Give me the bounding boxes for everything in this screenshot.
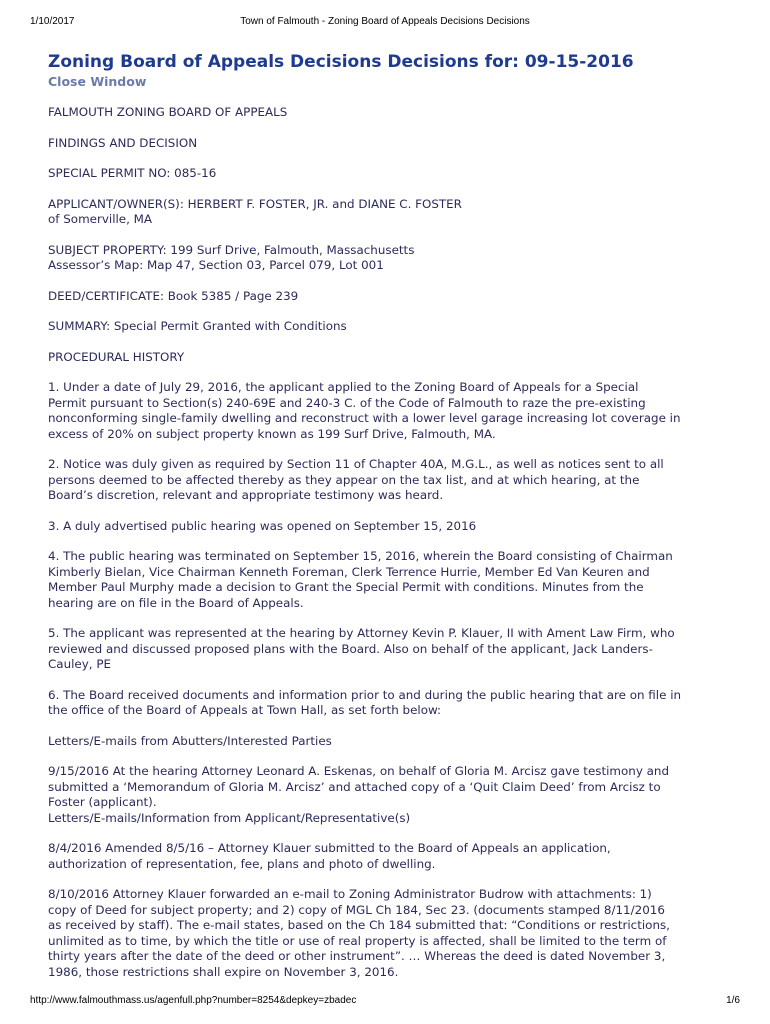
- paragraph-item-2: 2. Notice was duly given as required by Section 11 of Chapter 40A, M.G.L., as well as notices sent to all persons deemed to be affected thereby as they appear on the tax list, and at which hearing, at the Board’s discretion, relevant and appropriate testimony was heard.: [48, 457, 664, 502]
- paragraph-findings-title: FINDINGS AND DECISION: [48, 135, 198, 150]
- paragraph-letters-heading: Letters/E-mails from Abutters/Interested Parties: [48, 733, 332, 748]
- paragraph-applicant: APPLICANT/OWNER(S): HERBERT F. FOSTER, JR. and DIANE C. FOSTER of Somerville, MA: [48, 196, 462, 226]
- print-header: [30, 16, 740, 30]
- print-url: http://www.falmouthmass.us/agenfull.php?number=8254&depkey=zbadec: [30, 995, 357, 1006]
- print-page-title: Town of Falmouth - Zoning Board of Appeals Decisions Decisions: [240, 16, 530, 27]
- paragraph-entry-0915: 9/15/2016 At the hearing Attorney Leonard A. Eskenas, on behalf of Gloria M. Arcisz gave testimony and submitted a ‘Memorandum of Gloria M. Arcisz’ and attached copy of a ‘Quit Claim Deed’ from Arcisz to Foster (applicant). Letters/E-mails/Information from Applicant/Representative(s): [48, 764, 670, 825]
- paragraph-item-5: 5. The applicant was represented at the hearing by Attorney Kevin P. Klauer, II with Ament Law Firm, who reviewed and discussed proposed plans with the Board. Also on behalf of the applicant, Jack Landers- Cauley, PE: [48, 626, 675, 671]
- paragraph-subject-property: SUBJECT PROPERTY: 199 Surf Drive, Falmouth, Massachusetts Assessor’s Map: Map 47, Section 03, Parcel 079, Lot 001: [48, 242, 415, 272]
- paragraph-entry-0810: 8/10/2016 Attorney Klauer forwarded an e-mail to Zoning Administrator Budrow with attachments: 1) copy of Deed for subject property; and 2) copy of MGL Ch 184, Sec 23. (documents stamped 8/11/2016 as received by staff). The e-mail states, based on the Ch 184 submitted that: “Conditions or restrictions, unlimited as to time, by which the title or use of real property is affected, shall be limited to the term of thirty years after the date of the deed or other instrument”. … Whereas the deed is dated November 3, 1986, those restrictions shall expire on November 3, 2016.: [48, 887, 670, 979]
- paragraph-board-name: FALMOUTH ZONING BOARD OF APPEALS: [48, 105, 288, 119]
- paragraph-procedural-history: PROCEDURAL HISTORY: [48, 349, 185, 364]
- print-footer: [30, 995, 740, 1009]
- paragraph-entry-0804: 8/4/2016 Amended 8/5/16 – Attorney Klauer submitted to the Board of Appeals an application, authorization of representation, fee, plans and photo of dwelling.: [48, 841, 611, 871]
- paragraph-deed: DEED/CERTIFICATE: Book 5385 / Page 239: [48, 288, 299, 303]
- close-window-link[interactable]: Close Window: [48, 74, 147, 89]
- paragraph-item-6: 6. The Board received documents and information prior to and during the public hearing that are on file in the office of the Board of Appeals at Town Hall, as set forth below:: [48, 687, 682, 717]
- paragraph-item-3: 3. A duly advertised public hearing was opened on September 15, 2016: [48, 518, 477, 533]
- print-page-number: 1/6: [726, 995, 740, 1006]
- paragraph-permit-no: SPECIAL PERMIT NO: 085-16: [48, 166, 217, 180]
- page-title: Zoning Board of Appeals Decisions Decisions for: 09-15-2016: [48, 52, 634, 72]
- document-body: [48, 50, 738, 980]
- paragraph-summary: SUMMARY: Special Permit Granted with Conditions: [48, 319, 347, 333]
- print-date: 1/10/2017: [30, 16, 75, 27]
- paragraph-item-1: 1. Under a date of July 29, 2016, the applicant applied to the Zoning Board of Appeals for a Special Permit pursuant to Section(s) 240-69E and 240-3 C. of the Code of Falmouth to raze the pre-existing nonconforming single-family dwelling and reconstruct with a lower level garage increasing lot coverage in excess of 20% on subject property known as 199 Surf Drive, Falmouth, MA.: [48, 380, 681, 441]
- paragraph-item-4: 4. The public hearing was terminated on September 15, 2016, wherein the Board consisting of Chairman Kimberly Bielan, Vice Chairman Kenneth Foreman, Clerk Terrence Hurrie, Member Ed Van Keuren and Member Paul Murphy made a decision to Grant the Special Permit with conditions. Minutes from the hearing are on file in the Board of Appeals.: [48, 549, 673, 610]
